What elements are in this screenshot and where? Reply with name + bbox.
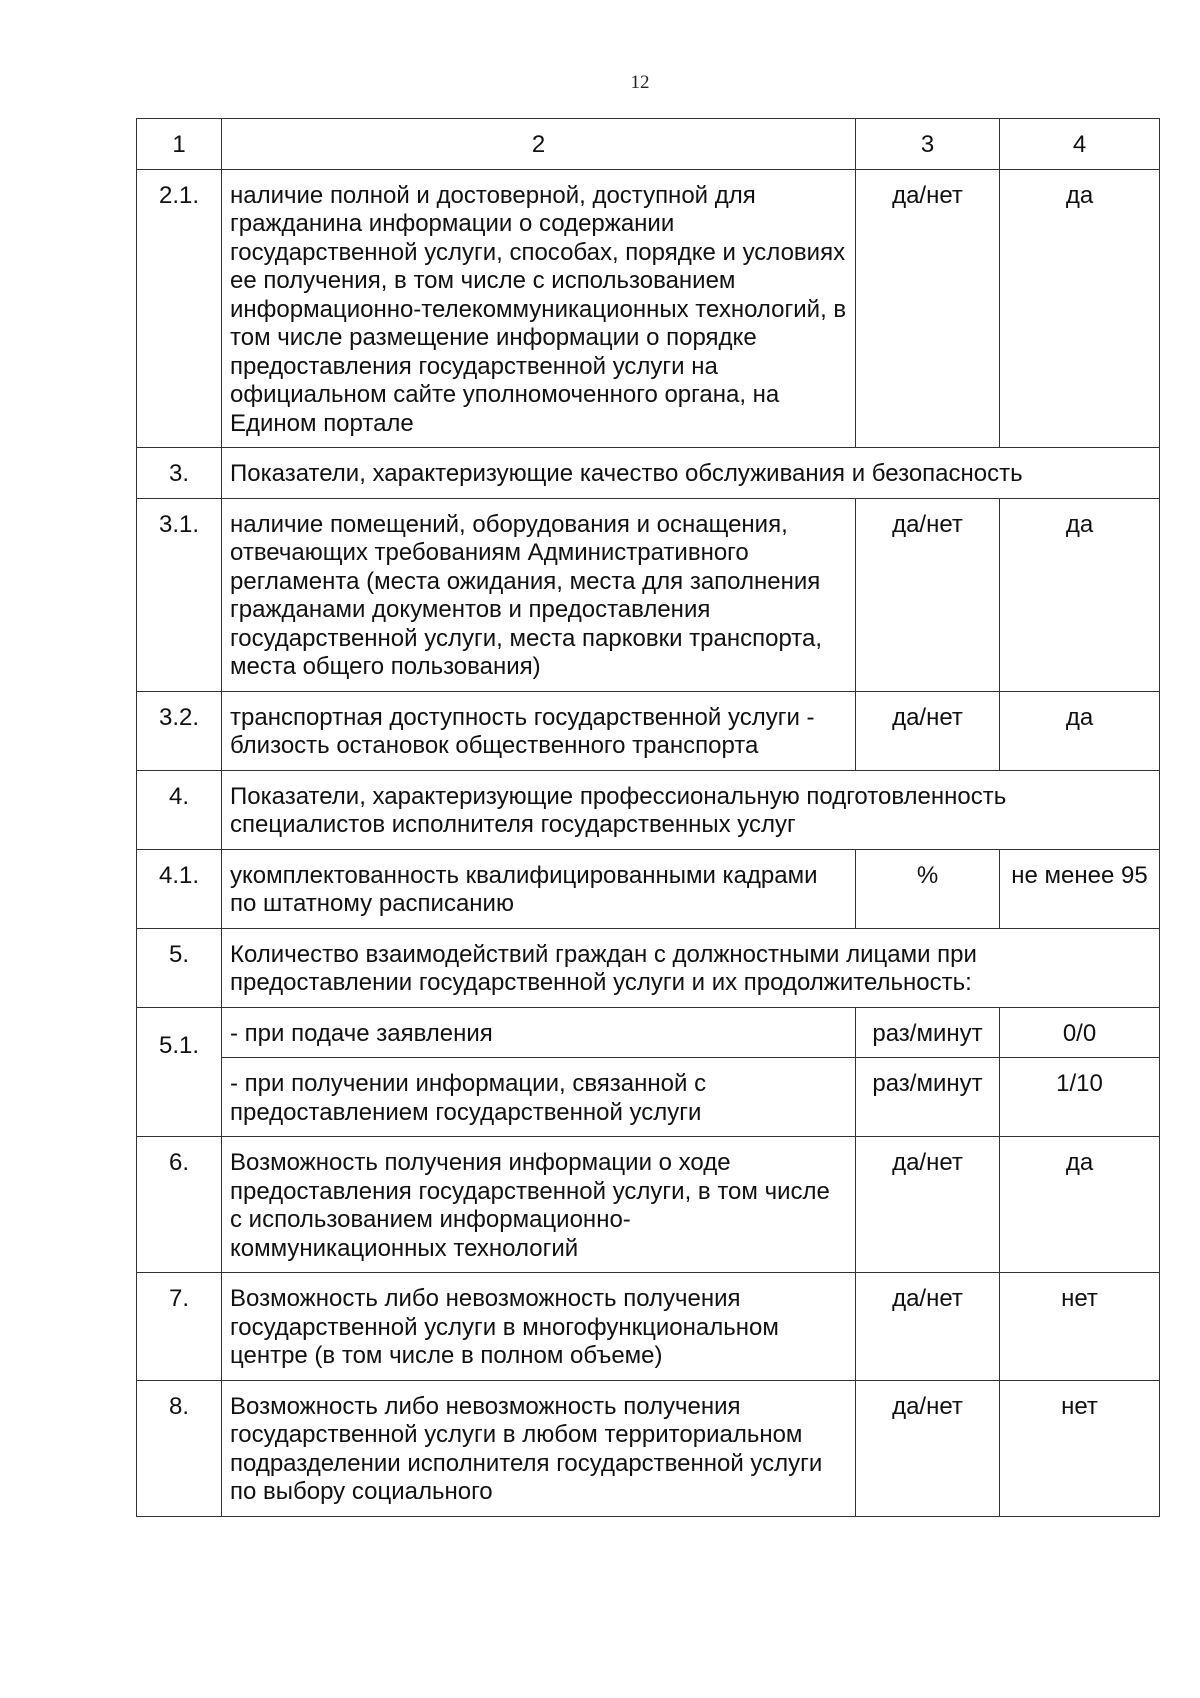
- value-cell: да: [1000, 169, 1160, 448]
- table-row-3: [137, 448, 1160, 499]
- table-header-row: [137, 119, 1160, 170]
- section-heading: Показатели, характеризующие профессиональную подготовленность специалистов исполнителя государственных услуг: [222, 770, 1160, 849]
- table-row-3-2: [137, 691, 1160, 770]
- header-cell-4: 4: [1000, 119, 1160, 170]
- row-number: 4.: [137, 770, 222, 849]
- indicator-text: наличие помещений, оборудования и оснащения, отвечающих требованиям Административного регламента (места ожидания, места для заполнения гражданами документов и предоставления государственной услуги, места парковки транспорта, места общего пользования): [222, 498, 856, 691]
- table-row-5-1-b: [137, 1058, 1160, 1137]
- table-row-2-1: [137, 169, 1160, 448]
- indicators-table: [136, 118, 1160, 1517]
- indicator-text: транспортная доступность государственной услуги - близость остановок общественного транспорта: [222, 691, 856, 770]
- row-number: 2.1.: [137, 169, 222, 448]
- row-number: 7.: [137, 1273, 222, 1381]
- table-row-8: [137, 1380, 1160, 1516]
- unit-cell: раз/минут: [856, 1058, 1000, 1137]
- value-cell: да: [1000, 1137, 1160, 1273]
- indicator-text: Возможность либо невозможность получения государственной услуги в любом территориальном подразделении исполнителя государственной услуги по выбору социального: [222, 1380, 856, 1516]
- table-row-5: [137, 928, 1160, 1007]
- unit-cell: да/нет: [856, 169, 1000, 448]
- table-row-4-1: [137, 849, 1160, 928]
- header-cell-3: 3: [856, 119, 1000, 170]
- row-number: 3.: [137, 448, 222, 499]
- indicator-text: укомплектованность квалифицированными кадрами по штатному расписанию: [222, 849, 856, 928]
- value-cell: нет: [1000, 1273, 1160, 1381]
- row-number: 5.1.: [137, 1007, 222, 1137]
- row-number: 6.: [137, 1137, 222, 1273]
- indicator-text: Возможность получения информации о ходе предоставления государственной услуги, в том числе с использованием информационно-коммуникационных технологий: [222, 1137, 856, 1273]
- table-row-6: [137, 1137, 1160, 1273]
- value-cell: не менее 95: [1000, 849, 1160, 928]
- unit-cell: %: [856, 849, 1000, 928]
- header-cell-2: 2: [222, 119, 856, 170]
- indicator-text: - при получении информации, связанной с предоставлением государственной услуги: [222, 1058, 856, 1137]
- unit-cell: да/нет: [856, 1273, 1000, 1381]
- table-row-5-1-a: [137, 1007, 1160, 1058]
- value-cell: 0/0: [1000, 1007, 1160, 1058]
- table-row-3-1: [137, 498, 1160, 691]
- indicator-text: Возможность либо невозможность получения государственной услуги в многофункциональном центре (в том числе в полном объеме): [222, 1273, 856, 1381]
- row-number: 4.1.: [137, 849, 222, 928]
- row-number: 3.2.: [137, 691, 222, 770]
- unit-cell: да/нет: [856, 1380, 1000, 1516]
- section-heading: Показатели, характеризующие качество обслуживания и безопасность: [222, 448, 1160, 499]
- indicator-text: - при подаче заявления: [222, 1007, 856, 1058]
- row-number: 8.: [137, 1380, 222, 1516]
- value-cell: 1/10: [1000, 1058, 1160, 1137]
- table-row-7: [137, 1273, 1160, 1381]
- row-number: 3.1.: [137, 498, 222, 691]
- unit-cell: раз/минут: [856, 1007, 1000, 1058]
- table-row-4: [137, 770, 1160, 849]
- indicator-text: наличие полной и достоверной, доступной для гражданина информации о содержании государственной услуги, способах, порядке и условиях ее получения, в том числе с использованием информационно-телекоммуникационных технологий, в том числе размещение информации о порядке предоставления государственной услуги на официальном сайте уполномоченного органа, на Едином портале: [222, 169, 856, 448]
- row-number: 5.: [137, 928, 222, 1007]
- value-cell: да: [1000, 498, 1160, 691]
- unit-cell: да/нет: [856, 691, 1000, 770]
- value-cell: нет: [1000, 1380, 1160, 1516]
- section-heading: Количество взаимодействий граждан с должностными лицами при предоставлении государственной услуги и их продолжительность:: [222, 928, 1160, 1007]
- header-cell-1: 1: [137, 119, 222, 170]
- page-number: 12: [630, 72, 650, 93]
- value-cell: да: [1000, 691, 1160, 770]
- unit-cell: да/нет: [856, 498, 1000, 691]
- unit-cell: да/нет: [856, 1137, 1000, 1273]
